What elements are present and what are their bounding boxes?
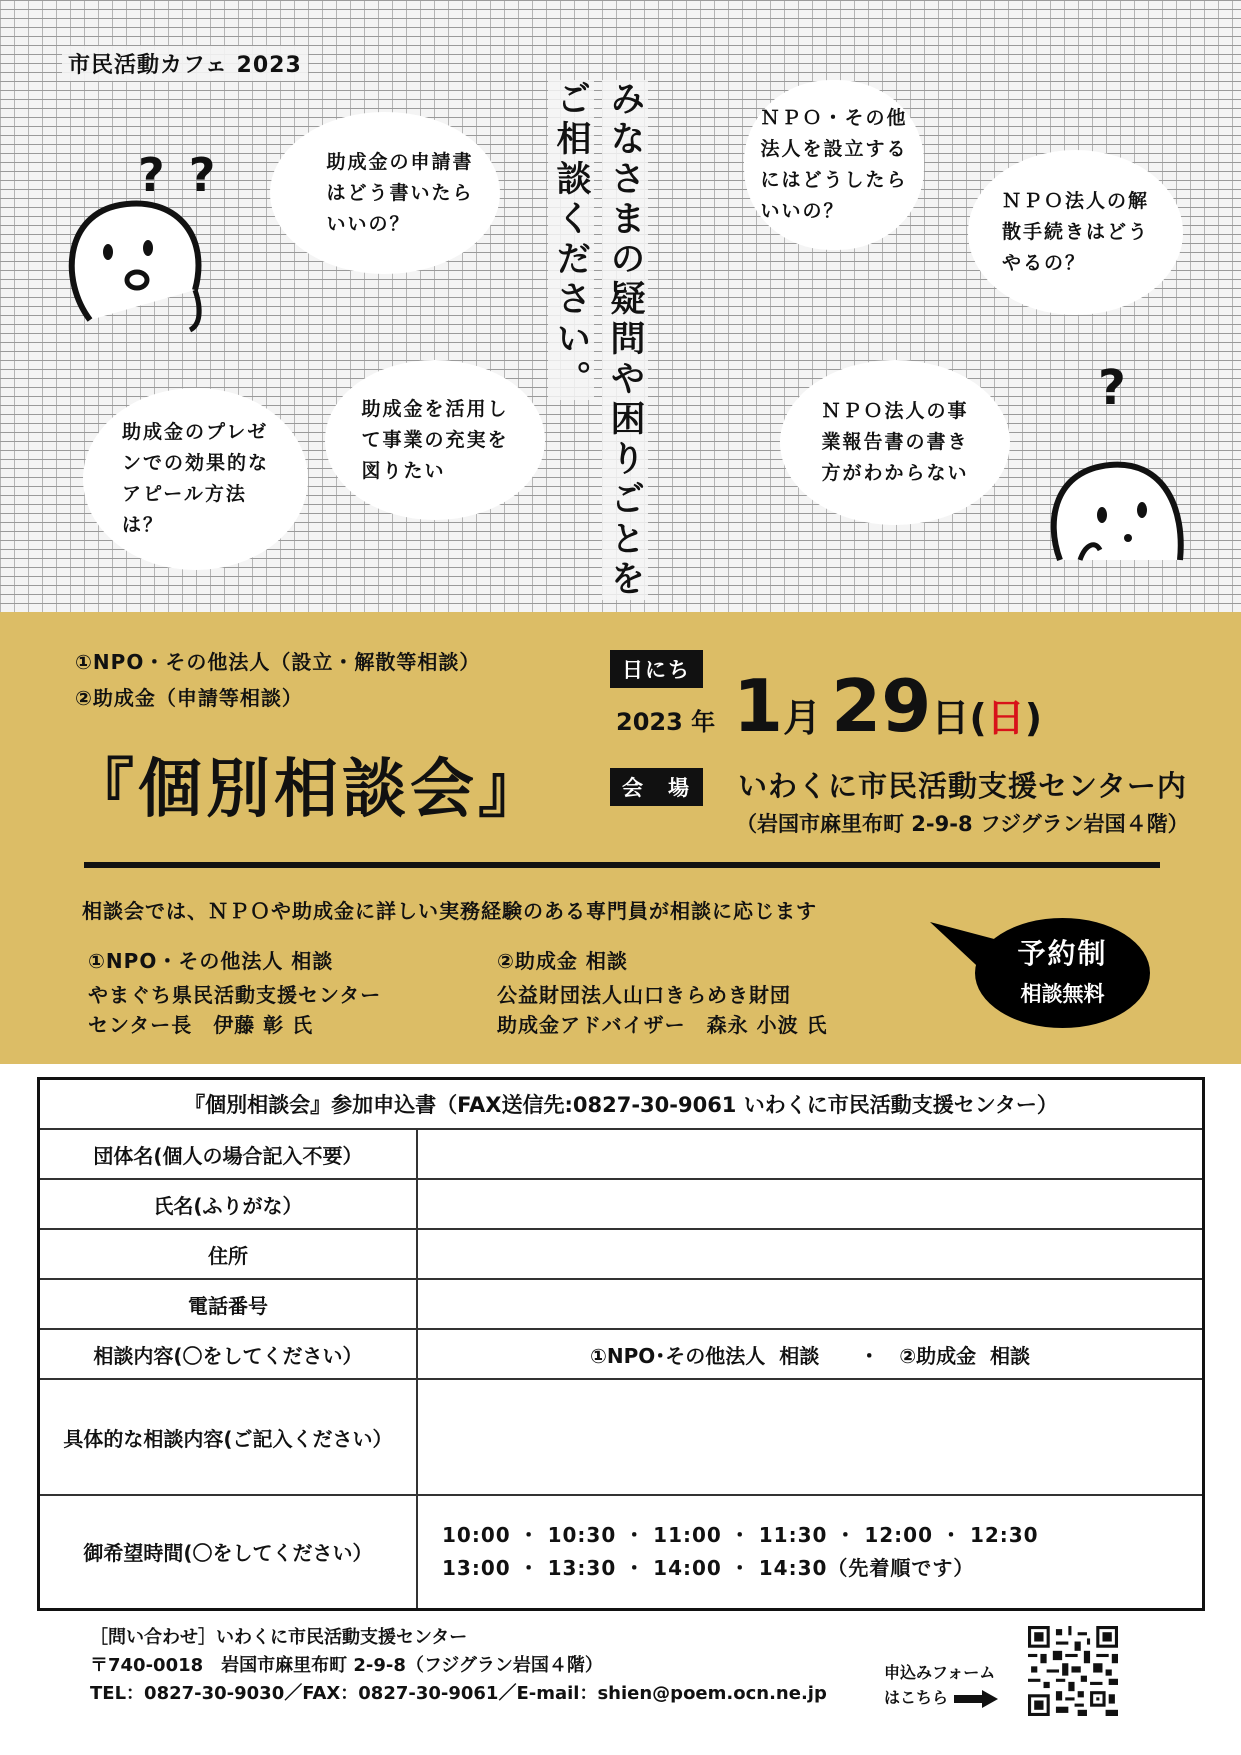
field-label-name: 氏名(ふりがな） bbox=[39, 1179, 418, 1229]
weekday-close: ) bbox=[1024, 696, 1043, 740]
form-link-line2: はこちら bbox=[884, 1685, 998, 1710]
field-label-details: 具体的な相談内容(ご記入ください） bbox=[39, 1379, 418, 1495]
contact-title: ［問い合わせ］いわくに市民活動支援センター bbox=[90, 1627, 468, 1648]
event-day: 29 bbox=[831, 664, 932, 748]
field-label-group: 団体名(個人の場合記入不要） bbox=[39, 1129, 418, 1179]
vertical-heading-sub: ご相談ください。 bbox=[548, 80, 594, 400]
event-title: 『個別相談会』 bbox=[70, 753, 546, 827]
qr-code-icon[interactable] bbox=[1028, 1626, 1118, 1716]
form-link-line1: 申込みフォーム bbox=[884, 1663, 996, 1682]
phone-field[interactable] bbox=[417, 1279, 1204, 1329]
question-text: 助成金のプレゼ ンでの効果的な アピール方法 は？ bbox=[121, 421, 269, 536]
event-series: 市民活動カフェ 2023 bbox=[62, 46, 308, 81]
reservation-text: 予約制 bbox=[1017, 937, 1108, 970]
field-label-time: 御希望時間(〇をしてください） bbox=[39, 1495, 418, 1609]
consultant-grant bbox=[497, 946, 828, 1040]
contact-info bbox=[90, 1624, 827, 1708]
question-bubble bbox=[270, 112, 500, 274]
question-text: ＮＰＯ法人の解 散手続きはどう やるの？ bbox=[1001, 190, 1149, 274]
question-bubble bbox=[744, 80, 924, 250]
brick-header bbox=[0, 0, 1241, 612]
consultant-npo-person: センター長 伊藤 彰 氏 bbox=[88, 1013, 314, 1037]
arrow-right-icon bbox=[954, 1690, 998, 1708]
question-marks: ? ? bbox=[138, 148, 220, 202]
event-year: 2023 年 bbox=[616, 708, 716, 736]
free-text: 相談無料 bbox=[1020, 982, 1105, 1006]
consultant-npo bbox=[88, 946, 381, 1040]
event-date bbox=[733, 664, 1042, 748]
question-bubble bbox=[83, 388, 308, 570]
name-field[interactable] bbox=[417, 1179, 1204, 1229]
question-text: ＮＰＯ法人の事 業報告書の書き 方がわからない bbox=[821, 400, 969, 484]
question-mark: ? bbox=[1098, 360, 1126, 416]
consultant-grant-person: 助成金アドバイザー 森永 小波 氏 bbox=[497, 1013, 828, 1037]
question-text: 助成金の申請書 はどう書いたら いいの？ bbox=[326, 150, 474, 235]
month-unit: 月 bbox=[783, 696, 822, 740]
field-label-consult-type: 相談内容(〇をしてください） bbox=[39, 1329, 418, 1379]
details-field[interactable] bbox=[417, 1379, 1204, 1495]
question-text: ＮＰＯ・その他 法人を設立する にはどうしたら いいの？ bbox=[760, 107, 908, 222]
field-label-phone: 電話番号 bbox=[39, 1279, 418, 1329]
question-bubble bbox=[325, 360, 545, 520]
address-field[interactable] bbox=[417, 1229, 1204, 1279]
form-link[interactable] bbox=[884, 1660, 998, 1710]
question-bubble bbox=[968, 150, 1183, 315]
group-name-field[interactable] bbox=[417, 1129, 1204, 1179]
consult-type-options[interactable]: ①NPO･その他法人 相談 ・ ②助成金 相談 bbox=[417, 1329, 1204, 1379]
application-form bbox=[37, 1077, 1205, 1611]
consultant-grant-org: 公益財団法人山口きらめき財団 bbox=[497, 983, 791, 1007]
time-options-row1[interactable]: 10:00 ・ 10:30 ・ 11:00 ・ 11:30 ・ 12:00 ・ 12:30 bbox=[442, 1522, 1039, 1547]
question-text: 助成金を活用し て事業の充実を 図りたい bbox=[361, 397, 509, 482]
confused-face-right bbox=[1050, 360, 1190, 574]
reservation-badge bbox=[975, 918, 1150, 1028]
question-bubble bbox=[780, 360, 1010, 525]
event-month: 1 bbox=[733, 664, 784, 748]
event-description: 相談会では、ＮＰＯや助成金に詳しい実務経験のある専門員が相談に応じます bbox=[82, 899, 817, 923]
consultant-npo-title: ①NPO・その他法人 相談 bbox=[88, 949, 334, 973]
time-options[interactable] bbox=[417, 1495, 1204, 1609]
venue-label: 会 場 bbox=[610, 768, 703, 806]
vertical-heading-main: みなさまの疑問や困りごとを bbox=[602, 80, 648, 600]
contact-address: 〒740-0018 岩国市麻里布町 2-9-8（フジグラン岩国４階） bbox=[90, 1655, 603, 1676]
consultant-npo-org: やまぐち県民活動支援センター bbox=[88, 983, 382, 1007]
category-npo: ①NPO・その他法人（設立・解散等相談） bbox=[75, 650, 481, 674]
contact-phone-email: TEL：0827-30-9030／FAX：0827-30-9061／E-mail：shien@poem.ocn.ne.jp bbox=[90, 1683, 827, 1704]
time-options-row2[interactable]: 13:00 ・ 13:30 ・ 14:00 ・ 14:30（先着順です） bbox=[442, 1555, 975, 1580]
venue-address: （岩国市麻里布町 2-9-8 フジグラン岩国４階） bbox=[736, 812, 1189, 836]
event-venue: いわくに市民活動支援センター内 bbox=[738, 769, 1187, 803]
divider bbox=[84, 862, 1160, 868]
date-label: 日にち bbox=[610, 650, 703, 688]
field-label-address: 住所 bbox=[39, 1229, 418, 1279]
confused-face-left bbox=[60, 140, 220, 344]
category-grant: ②助成金（申請等相談） bbox=[75, 686, 303, 710]
consultant-grant-title: ②助成金 相談 bbox=[497, 949, 628, 973]
day-unit: 日 bbox=[931, 696, 970, 740]
form-heading: 『個別相談会』参加申込書（FAX送信先:0827-30-9061 いわくに市民活動支援センター） bbox=[39, 1079, 1204, 1130]
weekday-open: ( bbox=[969, 696, 987, 740]
event-weekday: 日 bbox=[986, 696, 1025, 740]
